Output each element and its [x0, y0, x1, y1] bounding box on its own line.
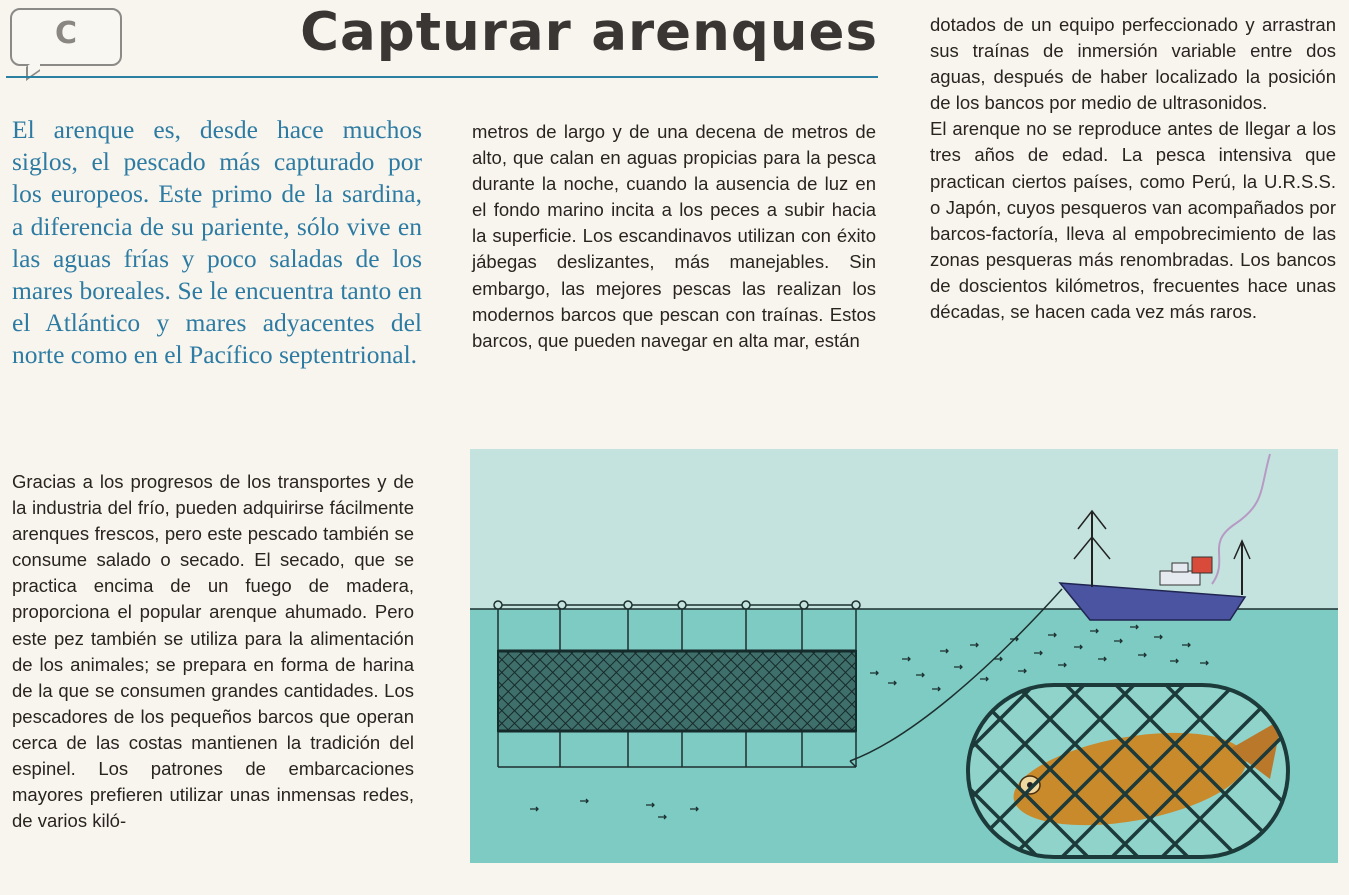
body-column-left: Gracias a los progresos de los transportes y de la industria del frío, pueden adquirirse fácilmente arenques frescos, pero este pescado también se consume salado o secado. El secado, que se practica encima de un fuego de madera, proporciona el popular arenque ahumado. Pero este pez también se utiliza para la alimentación de los animales; se prepara en forma de harina de la que se consumen grandes cantidades. Los pescadores de los pequeños barcos que operan cerca de las costas mantienen la tradición del espinel. Los patrones de embarcaciones mayores prefieren utilizar unas inmensas redes, de varios kiló- [12, 471, 414, 832]
body-column-right [930, 12, 1336, 325]
section-letter: C [54, 16, 78, 51]
page-title: Capturar arenques [300, 2, 878, 63]
body-column-middle: metros de largo y de una decena de metros de alto, que calan en aguas propicias para la pesca durante la noche, cuando la ausencia de luz en el fondo marino incita a los peces a subir hacia la superficie. Los escandinavos utilizan con éxito jábegas deslizantes, más manejables. Sin embargo, las mejores pescas las realizan los modernos barcos que pescan con traínas. Estos barcos, que pueden navegar en alta mar, están [472, 121, 876, 351]
title-rule [6, 76, 878, 78]
intro-paragraph: El arenque es, desde hace muchos siglos, el pescado más capturado por los europeos. Este primo de la sardina, a diferencia de su pariente, sólo vive en las aguas frías y poco saladas de los mares boreales. Se le encuentra tanto en el Atlántico y mares adyacentes del norte como en el Pacífico septentrional. [12, 115, 422, 370]
section-badge [10, 8, 122, 66]
fishing-illustration [470, 449, 1338, 863]
right-paragraph-2: El arenque no se reproduce antes de llegar a los tres años de edad. La pesca intensiva que practican ciertos países, como Perú, la U.R.S.S. o Japón, cuyos pesqueros van acompañados por barcos-factoría, lleva al empobrecimiento de las zonas pesqueras más renombradas. Los bancos de doscientos kilómetros, frecuentes hace unas décadas, se hacen cada vez más raros. [930, 118, 1336, 323]
sky-area [470, 449, 1338, 609]
right-paragraph-1: dotados de un equipo perfeccionado y arrastran sus traínas de inmersión variable entre dos aguas, después de haber localizado la posición de los bancos por medio de ultrasonidos. [930, 14, 1336, 114]
